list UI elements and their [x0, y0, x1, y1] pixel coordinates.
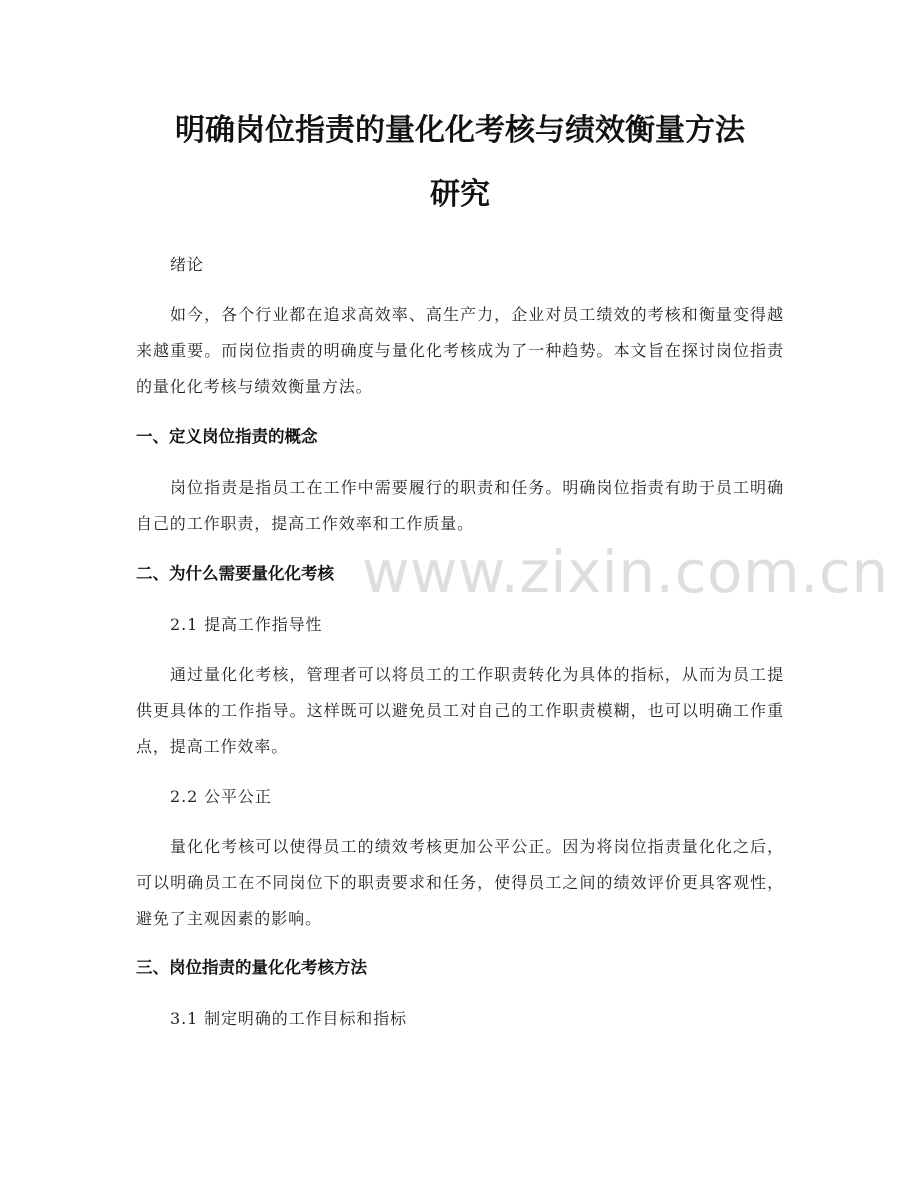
section-2-2-heading-text: 2.2 公平公正	[170, 787, 272, 806]
section-2-1-heading	[136, 607, 784, 643]
intro-paragraph: 如今，各个行业都在追求高效率、高生产力，企业对员工绩效的考核和衡量变得越来越重要。而岗位指责的明确度与量化化考核成为了一种趋势。本文旨在探讨岗位指责的量化化考核与绩效衡量方法。	[136, 305, 784, 396]
watermark-text: www.zixin.com.cn	[362, 538, 889, 606]
section-2-2-paragraph: 量化化考核可以使得员工的绩效考核更加公平公正。因为将岗位指责量化化之后，可以明确员工在不同岗位下的职责要求和任务，使得员工之间的绩效评价更具客观性，避免了主观因素的影响。	[136, 837, 784, 928]
section-2-1-paragraph: 通过量化化考核，管理者可以将员工的工作职责转化为具体的指标，从而为员工提供更具体的工作指导。这样既可以避免员工对自己的工作职责模糊，也可以明确工作重点，提高工作效率。	[136, 665, 784, 756]
section-1-paragraph: 岗位指责是指员工在工作中需要履行的职责和任务。明确岗位指责有助于员工明确自己的工作职责，提高工作效率和工作质量。	[136, 478, 784, 533]
section-3-1-heading-text: 3.1 制定明确的工作目标和指标	[170, 1009, 407, 1028]
section-2-heading: 二、为什么需要量化化考核	[136, 564, 334, 583]
section-2-1-heading-text: 2.1 提高工作指导性	[170, 615, 323, 634]
intro-heading	[136, 247, 784, 283]
document-title-line-1: 明确岗位指责的量化化考核与绩效衡量方法	[175, 113, 745, 148]
section-2-2-heading	[136, 779, 784, 815]
section-1-heading: 一、定义岗位指责的概念	[136, 427, 318, 446]
document-title-line-2: 研究	[430, 177, 490, 212]
section-3-heading: 三、岗位指责的量化化考核方法	[136, 958, 367, 977]
intro-heading-text: 绪论	[170, 255, 204, 274]
section-3-1-heading	[136, 1001, 784, 1037]
